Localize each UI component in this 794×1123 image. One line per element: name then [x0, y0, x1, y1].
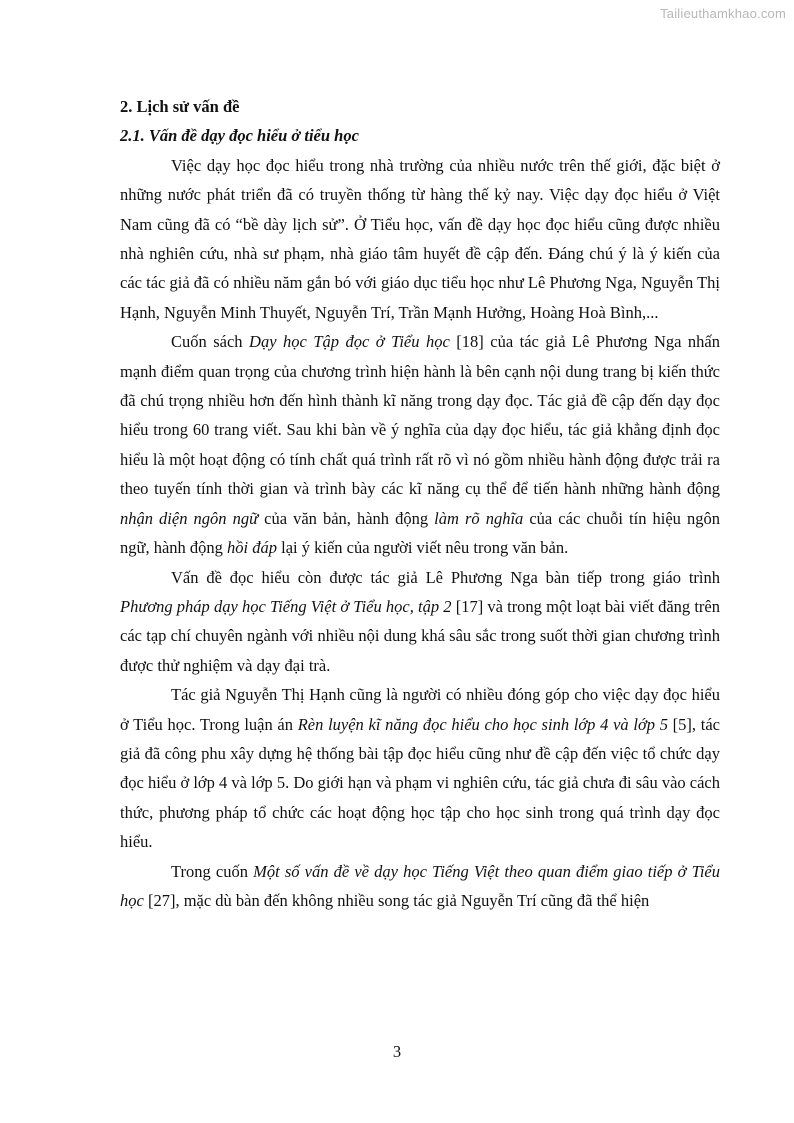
paragraph [120, 857, 720, 916]
paragraph [120, 151, 720, 327]
text-run: [27], mặc dù bàn đến không nhiều song tác giả Nguyễn Trí cũng đã thể hiện [143, 890, 650, 910]
italic-title-run: Dạy học Tập đọc ở Tiểu học [249, 332, 450, 352]
text-run: Việc dạy học đọc hiểu trong nhà trường của nhiều nước trên thế giới, đặc biệt ở những nước phát triển đã có truyền thống từ hàng thế kỷ nay. Việc dạy đọc hiểu ở Việt Nam cũng đã có “bề dày lịch sử”. Ở Tiểu học, vấn đề dạy học đọc hiểu cũng được nhiều nhà nghiên cứu, nhà sư phạm, nhà giáo tâm huyết đề cập đến. Đáng chú ý là ý kiến của các tác giả đã có nhiều năm gắn bó với giáo dục tiểu học như Lê Phương Nga, Nguyễn Thị Hạnh, Nguyễn Minh Thuyết, Nguyễn Trí, Trần Mạnh Hưởng, Hoàng Hoà Bình,... [120, 155, 720, 322]
subsection-title: 2.1. Vấn đề dạy đọc hiểu ở tiểu học [120, 126, 359, 146]
section-title: 2. Lịch sử vấn đề [120, 97, 240, 116]
page-number: 3 [392, 1042, 402, 1061]
italic-title-run: nhận diện ngôn ngữ [120, 508, 259, 528]
italic-title-run: Rèn luyện kĩ năng đọc hiểu cho học sinh lớp 4 và lớp 5 [297, 714, 668, 734]
text-run: Trong cuốn [171, 861, 254, 881]
text-run: lại ý kiến của người viết nêu trong văn bản. [277, 538, 569, 558]
text-run: Tác giả Nguyễn Thị Hạnh cũng là người có nhiều đóng góp cho việc dạy đọc hiểu ở Tiểu học. Trong luận án [120, 685, 720, 734]
text-run: [18] của tác giả Lê Phương Nga nhấn mạnh điểm quan trọng của chương trình hiện hành là bên cạnh nội dung trang bị kiến thức đã chú trọng nhiều hơn đến hình thành kĩ năng trong dạy đọc. Tác giả đề cập đến dạy đọc hiểu trong 60 trang viết. Sau khi bàn về ý nghĩa của dạy đọc hiểu, tác giả khẳng định đọc hiểu là một hoạt động có tính chất quá trình rất rõ vì nó gồm nhiều hành động được trải ra theo tuyến tính thời gian và trình bày các kĩ năng cụ thể để tiến hành những hành động [120, 332, 720, 499]
text-run: của các chuỗi tín hiệu ngôn ngữ, hành động [120, 508, 720, 558]
italic-title-run: Phương pháp dạy học Tiếng Việt ở Tiểu học, tập 2 [120, 596, 452, 616]
text-run: [17] và trong một loạt bài viết đăng trên các tạp chí chuyên ngành với nhiều nội dung khá sâu sắc trong suốt thời gian chương trình được thử nghiệm và dạy đại trà. [120, 596, 720, 675]
italic-title-run: Một số vấn đề về dạy học Tiếng Việt theo quan điểm giao tiếp ở Tiểu học [120, 861, 720, 910]
paragraph [120, 563, 720, 681]
watermark: Tailieuthamkhao.com [660, 6, 786, 21]
paragraph [120, 327, 720, 562]
paragraph [120, 680, 720, 856]
document-body [120, 92, 720, 915]
italic-title-run: làm rõ nghĩa [434, 508, 524, 528]
text-run: [5], tác giả đã công phu xây dựng hệ thống bài tập đọc hiểu cũng như đề cập đến việc tổ chức dạy đọc hiểu ở lớp 4 và lớp 5. Do giới hạn và phạm vi nghiên cứu, tác giả chưa đi sâu vào cách thức, phương pháp tổ chức các hoạt động học tập cho học sinh trong quá trình dạy đọc hiểu. [120, 714, 720, 852]
text-run: Cuốn sách [171, 332, 250, 352]
text-run: của văn bản, hành động [258, 508, 435, 528]
italic-title-run: hồi đáp [227, 538, 277, 558]
text-run: Vấn đề đọc hiểu còn được tác giả Lê Phương Nga bàn tiếp trong giáo trình [171, 567, 720, 587]
